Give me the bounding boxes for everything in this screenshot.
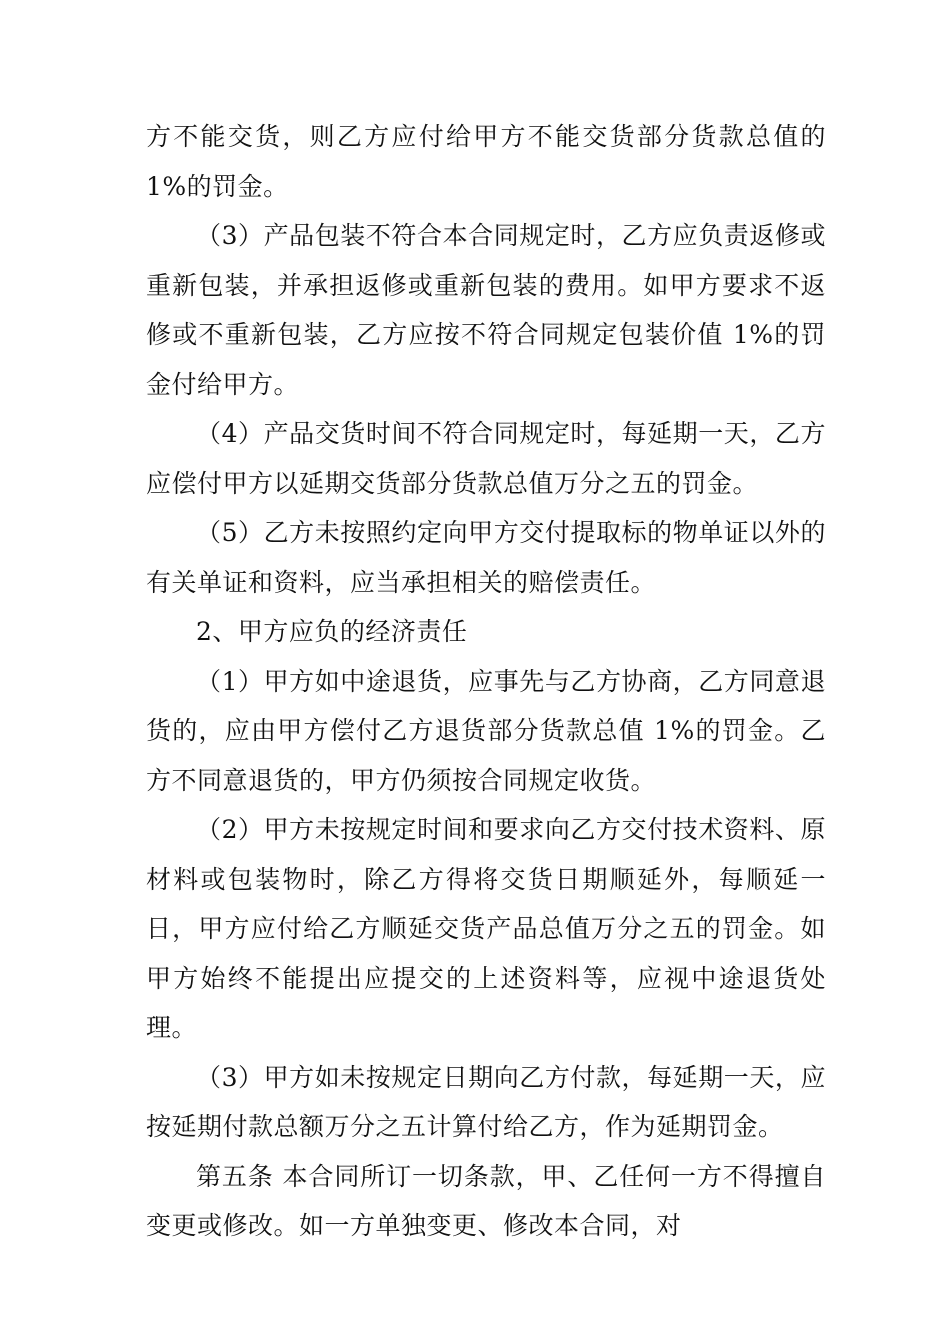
paragraph-return-goods-clause: （1）甲方如中途退货，应事先与乙方协商，乙方同意退货的，应由甲方偿付乙方退货部分货款总值 1%的罚金。乙方不同意退货的，甲方仍须按合同规定收货。: [146, 666, 826, 795]
paragraph-article-five: 第五条 本合同所订一切条款，甲、乙任何一方不得擅自变更或修改。如一方单独变更、修改本合同，对: [146, 1161, 826, 1240]
paragraph-payment-delay-clause: （3）甲方如未按规定日期向乙方付款，每延期一天，应按延期付款总额万分之五计算付给乙方，作为延期罚金。: [146, 1062, 826, 1141]
section-heading-party-a-liability: 2、甲方应负的经济责任: [196, 617, 468, 646]
paragraph-delivery-time-clause: （4）产品交货时间不符合同规定时，每延期一天，乙方应偿付甲方以延期交货部分货款总值万分之五的罚金。: [146, 419, 826, 498]
document-body: [146, 112, 826, 1251]
paragraph-documents-clause: （5）乙方未按照约定向甲方交付提取标的物单证以外的有关单证和资料，应当承担相关的赔偿责任。: [146, 518, 826, 597]
paragraph-penalty-nondelivery-end: 方不能交货，则乙方应付给甲方不能交货部分货款总值的 1%的罚金。: [146, 122, 826, 201]
paragraph-technical-materials-clause: （2）甲方未按规定时间和要求向乙方交付技术资料、原材料或包装物时，除乙方得将交货日期顺延外，每顺延一日，甲方应付给乙方顺延交货产品总值万分之五的罚金。如甲方始终不能提出应提交的上述资料等，应视中途退货处理。: [146, 815, 826, 1042]
paragraph-packaging-clause: （3）产品包装不符合本合同规定时，乙方应负责返修或重新包装，并承担返修或重新包装的费用。如甲方要求不返修或不重新包装，乙方应按不符合同规定包装价值 1%的罚金付给甲方。: [146, 221, 826, 399]
